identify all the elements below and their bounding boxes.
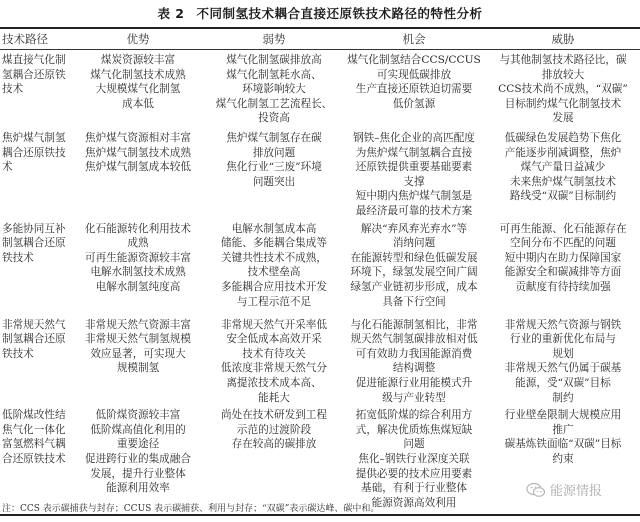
cell-text-line: 产能逐步削减调整，焦炉 bbox=[504, 146, 622, 159]
cell-text-line: 最经济最可靠的技术方案 bbox=[355, 204, 473, 217]
table-title bbox=[0, 4, 640, 22]
cell-text-line: 制氢耦合还原 bbox=[2, 237, 66, 250]
watermark bbox=[526, 480, 602, 499]
opportunities-cell bbox=[342, 128, 486, 219]
cell-text-line: 技术 bbox=[2, 83, 24, 96]
cell-text-line: 还原铁提供重要基础要素 bbox=[355, 161, 473, 174]
weaknesses-cell bbox=[206, 405, 342, 515]
cell-text-line: 促进跨行业的集成融合 bbox=[85, 452, 191, 465]
cell-text-line: 促进能源行业用能模式升 bbox=[355, 376, 473, 389]
cell-text-line: 煤气产量日益减少 bbox=[520, 161, 606, 174]
cell-text-line: 发展，提升行业整体 bbox=[90, 467, 186, 480]
cell-text-line: 安全低成本高效开采 bbox=[226, 333, 322, 346]
cell-text-line: 与化石能源制氢相比，非常 bbox=[350, 318, 478, 331]
table-row bbox=[0, 315, 640, 406]
cell-text-line: 行业的重新优化布局与 bbox=[510, 333, 616, 346]
cell-text-line: CCS技术尚不成熟，“双碳” bbox=[498, 83, 628, 96]
cell-text-line: 多能耦合应用技术开发 bbox=[221, 280, 327, 293]
cell-text-line: 制约 bbox=[552, 391, 574, 404]
cell-text-line: 焦炉煤气资源相对丰富 bbox=[85, 132, 191, 144]
header-opportunities: 机会 bbox=[402, 31, 426, 46]
table-row bbox=[0, 219, 640, 315]
cell-text-line: 焦化–钢铁行业深度关联 bbox=[358, 452, 470, 465]
opportunities-cell bbox=[342, 50, 486, 129]
cell-text-line: 成本低 bbox=[122, 97, 154, 110]
swot-table bbox=[0, 27, 640, 516]
swot-table-container bbox=[0, 27, 640, 516]
cell-text-line: 电解水制氢纯度高 bbox=[95, 280, 181, 293]
table-title-text: 不同制氢技术耦合直接还原铁技术路径的特性分析 bbox=[196, 6, 483, 21]
cell-text-line: 焦化行业“三废”环境 bbox=[226, 161, 322, 174]
cell-text-line: 重要途径 bbox=[116, 438, 160, 451]
tech-path-cell bbox=[0, 219, 70, 315]
cell-text-line: 煤气化制氢耗水高、 bbox=[226, 68, 322, 81]
cell-text-line: 焦炉煤气制氢存在碳 bbox=[226, 132, 322, 144]
cell-text-line: 电解水制氢成本高 bbox=[231, 222, 317, 235]
cell-text-line: 焦炉煤气制氢技术成熟 bbox=[85, 146, 191, 159]
cell-text-line: 问题突出 bbox=[252, 175, 296, 188]
threats-cell bbox=[486, 50, 640, 129]
cell-text-line: 煤气化制氢碳排放高 bbox=[226, 54, 322, 66]
cell-text-line: 电解水制氢技术成熟 bbox=[90, 266, 186, 279]
cell-text-line: 贡献度有待持续加强 bbox=[515, 280, 611, 293]
cell-text-line: 低阶煤改性结 bbox=[2, 409, 66, 422]
cell-text-line: 可再生能源资源较丰富 bbox=[85, 251, 191, 264]
cell-text-line: 存在较高的碳排放 bbox=[231, 438, 317, 451]
cell-text-line: 非常规天然气制氢规模 bbox=[85, 333, 191, 346]
cell-text-line: 目标制约煤气化制氢技术 bbox=[504, 97, 622, 110]
cell-text-line: 短中期内在助力保障国家 bbox=[504, 251, 622, 264]
cell-text-line: 耦合还原铁技 bbox=[2, 146, 66, 159]
cell-text-line: 焦炉煤气制氢 bbox=[2, 132, 66, 144]
cell-text-line: 煤直接气化制 bbox=[2, 54, 66, 66]
opportunities-cell bbox=[342, 405, 486, 515]
weaknesses-cell bbox=[206, 219, 342, 315]
cell-text-line: 路线受“双碳”目标制约 bbox=[509, 190, 617, 203]
cell-text-line: 排放较大 bbox=[541, 68, 585, 81]
cell-text-line: 煤炭资源较丰富 bbox=[100, 54, 176, 66]
cell-text-line: 制氢耦合还原 bbox=[2, 333, 66, 346]
table-footnote: 注：CCS 表示碳捕获与封存；CCUS 表示碳捕获、利用与封存；“双碳”表示碳达峰、碳中和。 bbox=[2, 504, 380, 514]
cell-text-line: 空间分布不匹配的问题 bbox=[510, 237, 616, 250]
strengths-cell bbox=[70, 315, 206, 406]
cell-text-line: 煤气化制氢技术成熟 bbox=[90, 68, 186, 81]
cell-text-line: 技术有待攻关 bbox=[242, 347, 306, 360]
strengths-cell bbox=[70, 50, 206, 129]
cell-text-line: 能耗大 bbox=[258, 391, 290, 404]
cell-text-line: 非常规天然气仍属于碳基 bbox=[504, 362, 622, 375]
tech-path-cell bbox=[0, 128, 70, 219]
cell-text-line: 低浓度非常规天然气分 bbox=[221, 362, 327, 375]
cell-text-line: 成熟 bbox=[127, 237, 149, 250]
opportunities-cell bbox=[342, 315, 486, 406]
threats-cell bbox=[486, 315, 640, 406]
cell-text-line: 投资高 bbox=[258, 112, 290, 125]
cell-text-line: 绿氢产业链初步形成，成本 bbox=[350, 280, 478, 293]
cell-text-line: 储能、多能耦合集成等 bbox=[221, 237, 327, 250]
header-weaknesses: 弱势 bbox=[262, 31, 286, 46]
header-threats: 威胁 bbox=[551, 31, 575, 46]
cell-text-line: 低阶煤资源较丰富 bbox=[95, 409, 181, 422]
cell-text-line: 氢耦合还原铁 bbox=[2, 68, 66, 81]
cell-text-line: 提供必要的技术应用要素 bbox=[355, 467, 473, 480]
cell-text-line: 低阶煤高值化利用的 bbox=[90, 423, 186, 436]
cell-text-line: 能源安全和碳减排等方面 bbox=[504, 266, 622, 279]
cell-text-line: 可实现低碳排放 bbox=[376, 68, 452, 81]
cell-text-line: 可有效助力我国能源消费 bbox=[355, 347, 473, 360]
cell-text-line: 与工程示范不足 bbox=[236, 295, 312, 308]
weaknesses-cell bbox=[206, 315, 342, 406]
table-row bbox=[0, 128, 640, 219]
cell-text-line: 关键共性技术不成熟， bbox=[221, 251, 327, 264]
cell-text-line: 消纳问题 bbox=[392, 237, 436, 250]
cell-text-line: 示范的过渡阶段 bbox=[236, 423, 312, 436]
table-row bbox=[0, 50, 640, 129]
cell-text-line: 焦气化一体化 bbox=[2, 423, 66, 436]
cell-text-line: 煤气化制氢工艺流程长、 bbox=[215, 97, 333, 110]
strengths-cell bbox=[70, 128, 206, 219]
cell-text-line: 合还原铁技术 bbox=[2, 452, 66, 465]
threats-cell bbox=[486, 128, 640, 219]
cell-text-line: 碳基炼铁面临“双碳”目标 bbox=[504, 438, 622, 451]
table-number: 表 2 bbox=[157, 6, 185, 21]
cell-text-line: 行业壁垒限制大规模应用 bbox=[504, 409, 622, 422]
weaknesses-cell bbox=[206, 50, 342, 129]
cell-text-line: 离提浓技术成本高、 bbox=[226, 376, 322, 389]
cell-text-line: 排放问题 bbox=[252, 146, 296, 159]
cell-text-line: 发展 bbox=[552, 112, 574, 125]
cell-text-line: 多能协同互补 bbox=[2, 222, 66, 235]
cell-text-line: 非常规天然气 bbox=[2, 318, 66, 331]
cell-text-line: 环境下，绿氢发展空间广阔 bbox=[350, 266, 478, 279]
cell-text-line: 支撑 bbox=[403, 175, 425, 188]
cell-text-line: 问题 bbox=[403, 438, 425, 451]
tech-path-cell bbox=[0, 315, 70, 406]
cell-text-line: 规模制氢 bbox=[116, 362, 160, 375]
cell-text-line: 短中期内焦炉煤气制氢是 bbox=[355, 190, 473, 203]
cell-text-line: 非常规天然气资源丰富 bbox=[85, 318, 191, 331]
cell-text-line: 低碳绿色发展趋势下焦化 bbox=[504, 132, 622, 144]
threats-cell bbox=[486, 219, 640, 315]
cell-text-line: 非常规天然气开采率低 bbox=[221, 318, 327, 331]
cell-text-line: 铁技术 bbox=[2, 251, 34, 264]
cell-text-line: 规天然气制氢碳排放相对低 bbox=[350, 333, 478, 346]
tech-path-cell bbox=[0, 405, 70, 515]
cell-text-line: 能源利用效率 bbox=[106, 482, 170, 495]
tech-path-cell bbox=[0, 50, 70, 129]
cell-text-line: 规划 bbox=[552, 347, 574, 360]
cell-text-line: 为焦炉煤气制氢耦合直接 bbox=[355, 146, 473, 159]
cell-text-line: 尚处在技术研发到工程 bbox=[221, 409, 327, 422]
header-strengths: 优势 bbox=[126, 31, 150, 46]
cell-text-line: 在能源转型和绿色低碳发展 bbox=[350, 251, 478, 264]
cell-text-line: 术 bbox=[2, 161, 13, 174]
cell-text-line: 非常规天然气资源与钢铁 bbox=[504, 318, 622, 331]
table-header-row bbox=[0, 28, 640, 50]
cell-text-line: 生产直接还原铁迫切需要 bbox=[355, 83, 473, 96]
cell-text-line: 可再生能源、化石能源存在 bbox=[499, 222, 627, 235]
cell-text-line: 推广 bbox=[552, 423, 574, 436]
wechat-icon bbox=[526, 482, 546, 498]
cell-text-line: 结构调整 bbox=[392, 362, 436, 375]
cell-text-line: 解决“弃风弃光弃水”等 bbox=[360, 222, 468, 235]
cell-text-line: 化石能源转化利用技术 bbox=[85, 222, 191, 235]
cell-text-line: 焦炉煤气制氢成本较低 bbox=[85, 161, 191, 174]
header-tech-path: 技术路径 bbox=[2, 31, 48, 46]
cell-text-line: 能源，受“双碳”目标 bbox=[515, 376, 611, 389]
cell-text-line: 未来焦炉煤气制氢技术 bbox=[510, 175, 616, 188]
cell-text-line: 铁技术 bbox=[2, 347, 34, 360]
cell-text-line: 能源资源高效利用 bbox=[371, 496, 457, 509]
watermark-text: 能源情报 bbox=[550, 484, 603, 499]
strengths-cell bbox=[70, 219, 206, 315]
cell-text-line: 低价氢源 bbox=[392, 97, 436, 110]
cell-text-line: 基础，有利于行业整体 bbox=[361, 482, 467, 495]
weaknesses-cell bbox=[206, 128, 342, 219]
cell-text-line: 技术壁垒高 bbox=[247, 266, 301, 279]
cell-text-line: 富氢燃料气耦 bbox=[2, 438, 66, 451]
cell-text-line: 环境影响较大 bbox=[242, 83, 306, 96]
opportunities-cell bbox=[342, 219, 486, 315]
strengths-cell bbox=[70, 405, 206, 515]
cell-text-line: 级与产业转型 bbox=[382, 391, 446, 404]
cell-text-line: 大规模煤气化制氢 bbox=[95, 83, 181, 96]
cell-text-line: 效应显著，可实现大 bbox=[90, 347, 186, 360]
cell-text-line: 式，解决优质炼焦煤短缺 bbox=[355, 423, 473, 436]
cell-text-line: 约束 bbox=[552, 452, 574, 465]
cell-text-line: 钢铁–焦化企业的高匹配度 bbox=[353, 132, 475, 144]
cell-text-line: 煤气化制氢结合CCS/CCUS bbox=[347, 54, 481, 66]
cell-text-line: 拓宽低阶煤的综合利用方 bbox=[355, 409, 473, 422]
cell-text-line: 与其他制氢技术路径比，碳 bbox=[499, 54, 627, 66]
cell-text-line: 具备下行空间 bbox=[382, 295, 446, 308]
